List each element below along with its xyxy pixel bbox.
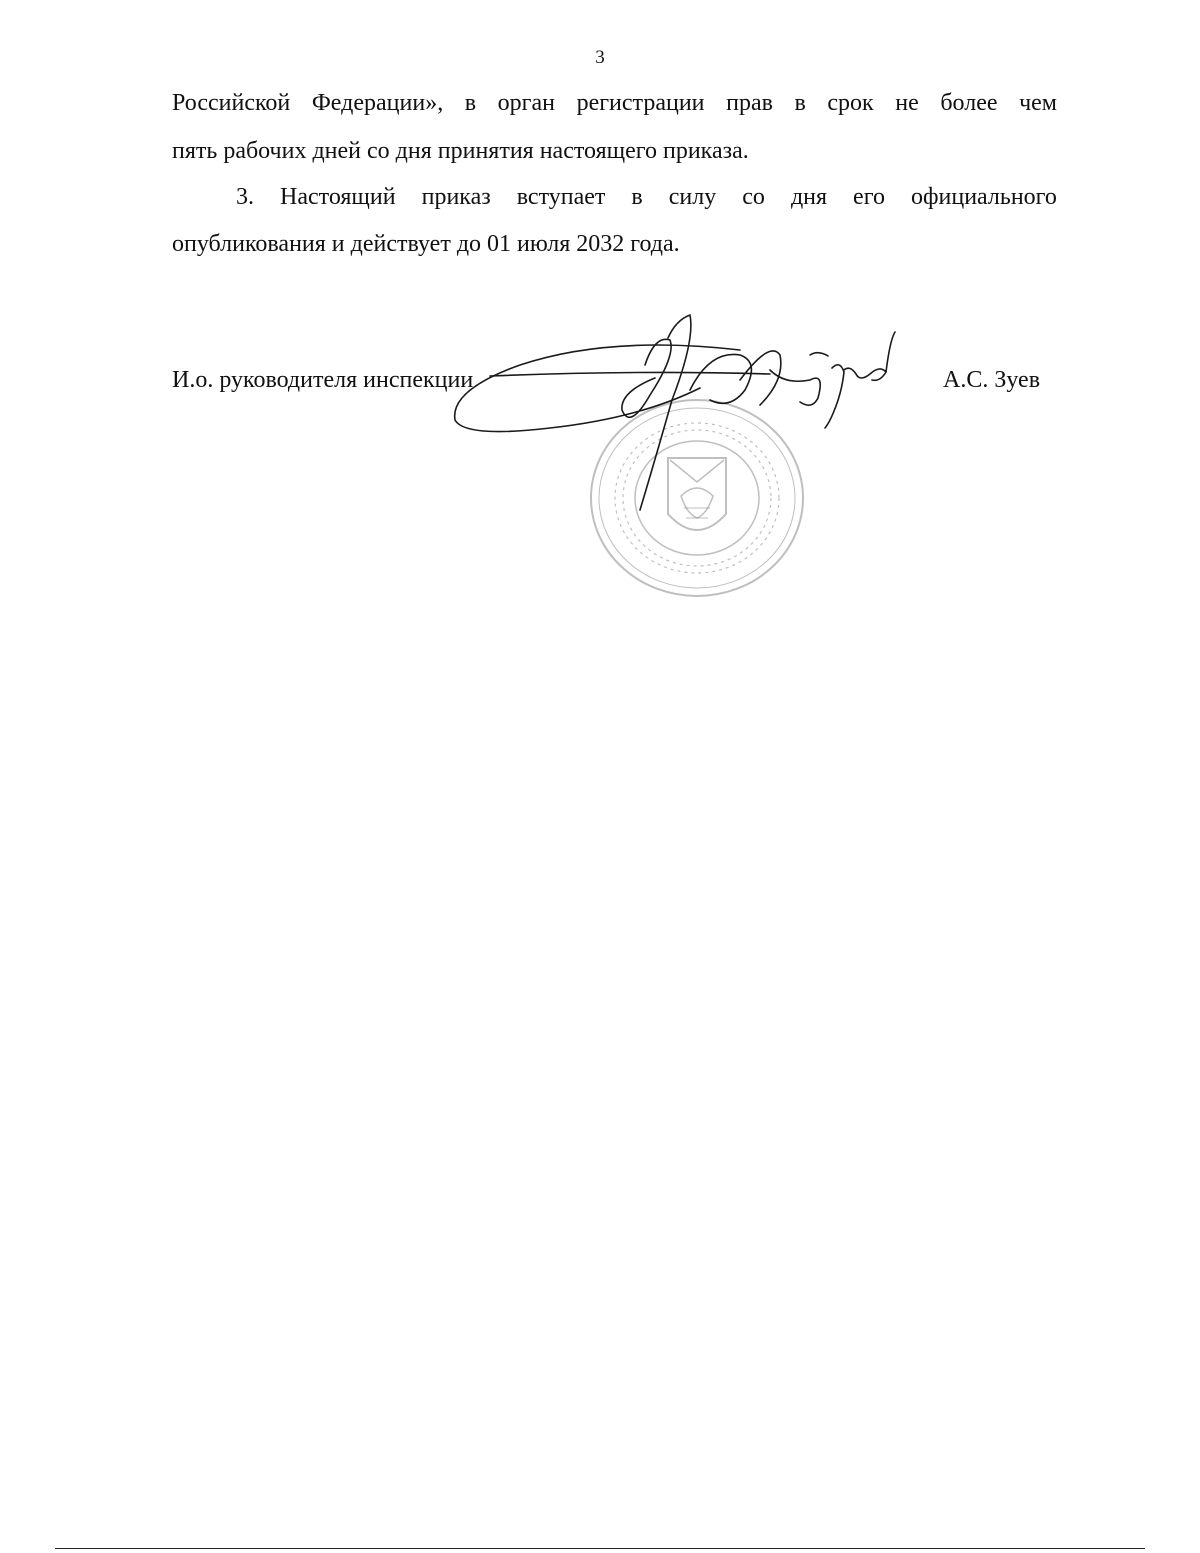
- signer-name: А.С. Зуев: [943, 367, 1041, 393]
- paragraph-word: его: [853, 184, 885, 210]
- bottom-rule: [55, 1548, 1145, 1549]
- paragraph-word: со: [742, 184, 765, 210]
- page-number: 3: [595, 47, 605, 68]
- paragraph-word: дня: [790, 184, 828, 210]
- paragraph-word: в: [464, 90, 477, 116]
- paragraph-word: силу: [668, 184, 717, 210]
- paragraph-word: в: [631, 184, 643, 210]
- paragraph-word: в: [794, 90, 806, 116]
- paragraph-line-4: опубликования и действует до 01 июля 2032 года.: [172, 231, 680, 257]
- paragraph-word: орган: [497, 90, 555, 116]
- paragraph-word: приказ: [421, 184, 491, 210]
- paragraph-word: вступает: [516, 184, 606, 210]
- paragraph-word: регистрации: [576, 90, 705, 116]
- paragraph-word: чем: [1019, 90, 1057, 116]
- paragraph-word: Российской: [172, 90, 291, 116]
- paragraph-line-1: [172, 89, 1057, 117]
- paragraph-word: не: [895, 90, 919, 116]
- paragraph-line-2: пять рабочих дней со дня принятия настоящего приказа.: [172, 138, 749, 164]
- signer-title: И.о. руководителя инспекции: [172, 367, 474, 393]
- paragraph-word: срок: [827, 90, 874, 116]
- handwritten-signature-icon: [440, 310, 910, 520]
- paragraph-word: 3.: [236, 184, 254, 210]
- paragraph-line-3: [236, 183, 1057, 211]
- paragraph-word: Настоящий: [280, 184, 396, 210]
- paragraph-word: более: [940, 90, 998, 116]
- paragraph-word: прав: [726, 90, 773, 116]
- paragraph-word: официального: [910, 184, 1057, 210]
- paragraph-word: Федерации»,: [311, 90, 444, 116]
